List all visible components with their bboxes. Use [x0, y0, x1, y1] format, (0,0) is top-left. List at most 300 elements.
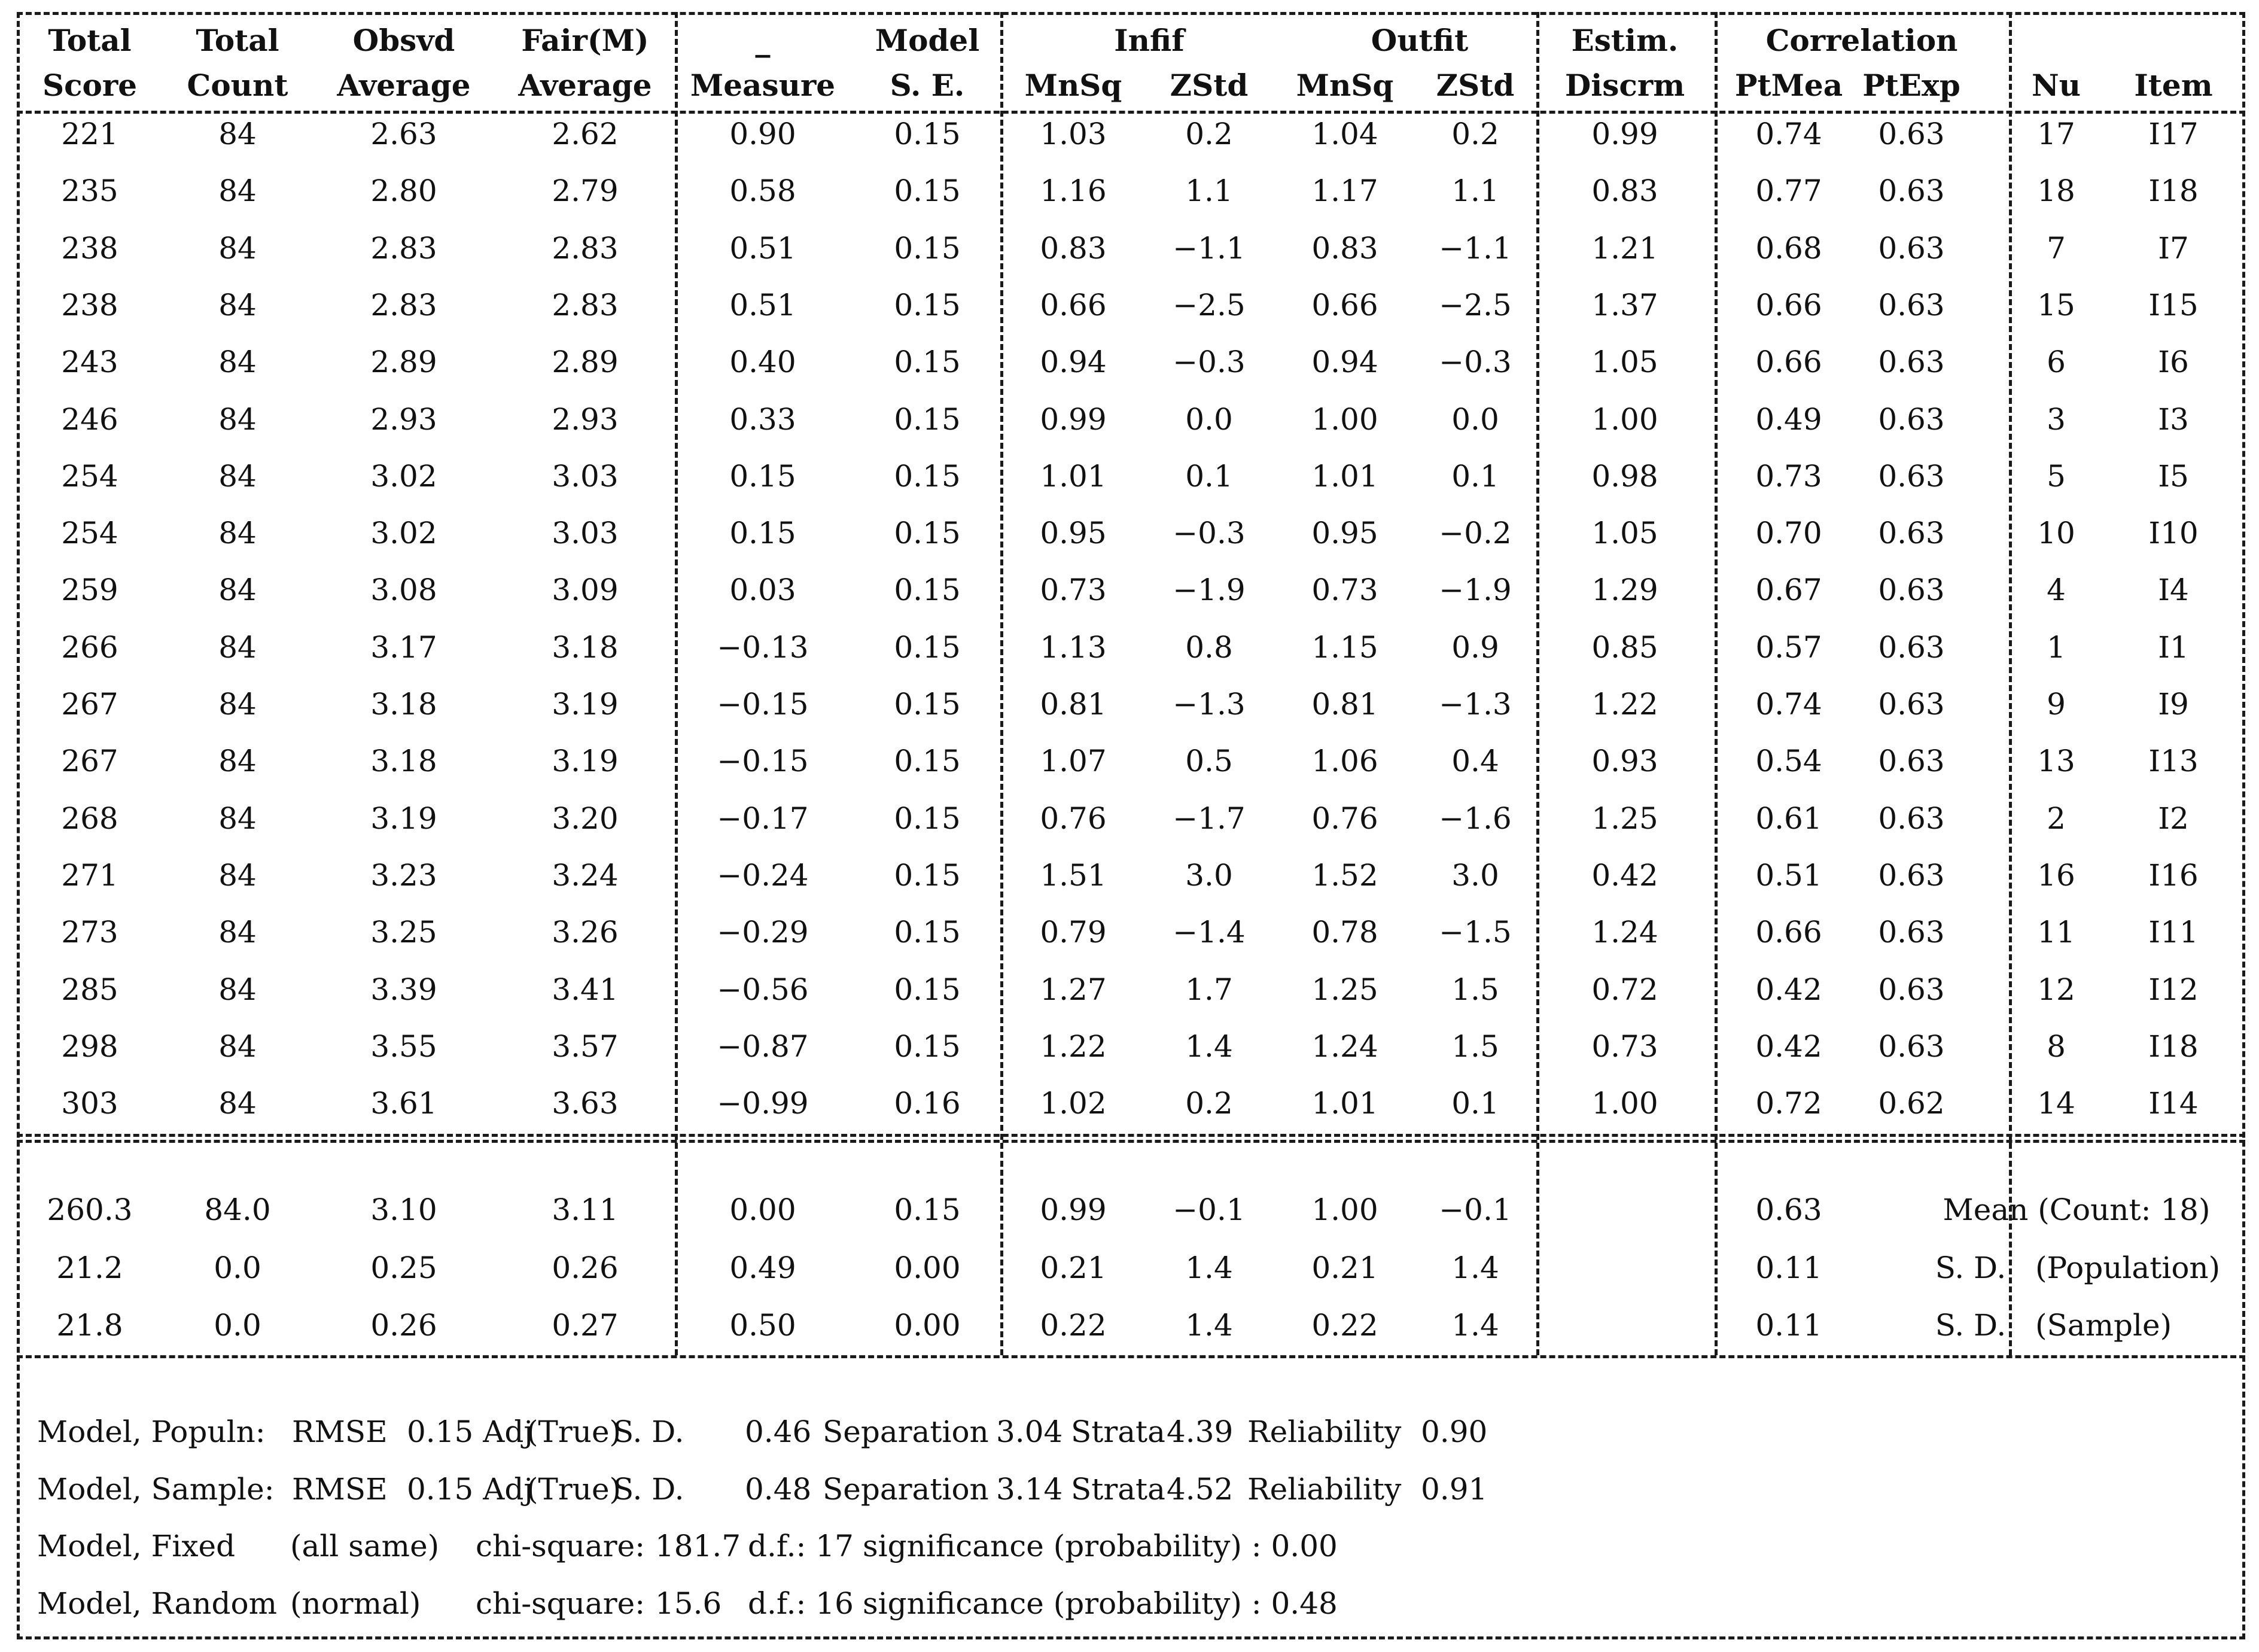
table-cell: 0.63 — [1878, 687, 1945, 722]
table-cell: 0.5 — [1185, 744, 1233, 779]
table-cell: 3.18 — [370, 744, 437, 779]
summary-cell: 0.15 — [894, 1192, 961, 1227]
table-cell: 2.89 — [370, 345, 437, 380]
table-cell: 0.73 — [1311, 573, 1378, 608]
table-cell: 3.0 — [1185, 857, 1233, 893]
table-cell: 0.15 — [894, 287, 961, 323]
table-cell: 0.9 — [1451, 629, 1499, 665]
stats-divider — [17, 1355, 2245, 1358]
table-cell: 2.63 — [370, 117, 437, 151]
table-cell: 0.77 — [1755, 174, 1822, 209]
table-cell: 273 — [61, 915, 118, 950]
table-cell: −0.99 — [717, 1086, 809, 1121]
table-cell: I2 — [2158, 801, 2189, 836]
table-cell: 0.63 — [1878, 287, 1945, 323]
table-cell: 3.24 — [552, 857, 619, 893]
table-cell: −1.1 — [1173, 230, 1246, 266]
stat-text: 0.91 — [1421, 1472, 1488, 1507]
table-cell: 254 — [61, 516, 118, 551]
table-cell: −2.5 — [1173, 287, 1246, 323]
header-bottom-8: MnSq — [1296, 68, 1394, 103]
table-cell: 243 — [61, 345, 118, 380]
table-cell: I6 — [2158, 345, 2189, 380]
table-cell: 0.63 — [1878, 972, 1945, 1007]
summary-cell: 0.26 — [370, 1308, 437, 1343]
summary-cell: 0.0 — [214, 1251, 261, 1285]
table-cell: 1.5 — [1451, 972, 1499, 1007]
table-cell: 0.2 — [1451, 117, 1499, 151]
header-bottom-3: Average — [518, 68, 652, 103]
table-cell: I3 — [2158, 401, 2189, 437]
table-cell: 84 — [218, 744, 257, 779]
table-cell: 0.61 — [1755, 801, 1822, 836]
table-cell: −1.6 — [1439, 801, 1512, 836]
table-cell: 0.4 — [1451, 744, 1499, 779]
table-cell: 0.63 — [1878, 801, 1945, 836]
table-cell: I11 — [2148, 915, 2199, 950]
table-cell: −1.9 — [1439, 573, 1512, 608]
table-cell: I14 — [2148, 1086, 2199, 1121]
table-cell: 3.09 — [552, 573, 619, 608]
stat-text: (all same) — [290, 1529, 440, 1563]
table-cell: 84 — [218, 629, 257, 665]
table-cell: 0.15 — [894, 1029, 961, 1064]
table-cell: 0.63 — [1878, 117, 1945, 151]
table-cell: 0.63 — [1878, 573, 1945, 608]
summary-cell: 0.50 — [729, 1308, 796, 1343]
table-cell: 0.76 — [1040, 801, 1107, 836]
header-bottom-4: Measure — [690, 68, 836, 103]
table-cell: 0.51 — [729, 230, 796, 266]
table-cell: 84 — [218, 458, 257, 494]
summary-cell: 0.0 — [214, 1308, 261, 1343]
column-divider — [1000, 12, 1003, 1355]
stat-text: significance (probability) : 0.48 — [863, 1586, 1338, 1621]
table-cell: 18 — [2037, 174, 2075, 209]
header-top-6: Infif — [1114, 23, 1185, 58]
table-cell: 0.2 — [1185, 117, 1233, 151]
header-top-5: Model — [875, 23, 980, 58]
table-cell: −0.56 — [717, 972, 809, 1007]
table-cell: 1.00 — [1311, 401, 1378, 437]
table-cell: −0.17 — [717, 801, 809, 836]
header-top-8: Estim. — [1571, 23, 1679, 58]
table-cell: I15 — [2148, 287, 2199, 323]
header-bottom-2: Average — [337, 68, 471, 103]
table-cell: 0.66 — [1755, 345, 1822, 380]
table-cell: 0.15 — [894, 915, 961, 950]
table-cell: 84 — [218, 915, 257, 950]
summary-cell: 0.22 — [1040, 1308, 1107, 1343]
table-cell: 1.05 — [1591, 516, 1658, 551]
table-cell: 221 — [61, 117, 118, 151]
stat-text: Reliability — [1247, 1414, 1402, 1449]
table-cell: 254 — [61, 458, 118, 494]
table-cell: 1.16 — [1040, 174, 1107, 209]
stat-text: RMSE — [292, 1414, 388, 1449]
summary-cell: 0.11 — [1755, 1308, 1822, 1343]
summary-cell: 0.00 — [894, 1308, 961, 1343]
table-cell: 1.01 — [1311, 458, 1378, 494]
table-cell: 2.79 — [552, 174, 619, 209]
table-cell: 1.1 — [1451, 174, 1499, 209]
table-cell: 0.63 — [1878, 174, 1945, 209]
table-cell: 238 — [61, 230, 118, 266]
table-cell: 0.70 — [1755, 516, 1822, 551]
table-cell: I1 — [2158, 629, 2189, 665]
table-cell: 0.54 — [1755, 744, 1822, 779]
table-cell: −0.3 — [1173, 345, 1246, 380]
table-cell: 3.19 — [552, 687, 619, 722]
table-cell: I7 — [2158, 230, 2189, 266]
table-cell: 0.94 — [1311, 345, 1378, 380]
table-cell: 0.57 — [1755, 629, 1822, 665]
table-cell: 3.55 — [370, 1029, 437, 1064]
summary-label: S. D. — [1935, 1251, 2007, 1285]
table-cell: 84 — [218, 687, 257, 722]
stat-text: chi-square: — [476, 1529, 646, 1563]
table-cell: 0.63 — [1878, 1029, 1945, 1064]
summary-cell: −0.1 — [1173, 1192, 1246, 1227]
table-cell: 0.63 — [1878, 744, 1945, 779]
table-cell: 84 — [218, 230, 257, 266]
table-cell: 0.15 — [894, 744, 961, 779]
table-cell: 0.95 — [1040, 516, 1107, 551]
table-cell: 0.67 — [1755, 573, 1822, 608]
table-cell: 16 — [2037, 857, 2075, 893]
table-cell: 266 — [61, 629, 118, 665]
header-bottom-9: ZStd — [1436, 68, 1515, 103]
summary-cell: 0.27 — [552, 1308, 619, 1343]
summary-cell: 1.4 — [1185, 1251, 1233, 1285]
stat-text: (True) — [526, 1472, 622, 1507]
summary-cell: 1.4 — [1185, 1308, 1233, 1343]
table-cell: 3.0 — [1451, 857, 1499, 893]
table-cell: 84 — [218, 516, 257, 551]
table-cell: −0.29 — [717, 915, 809, 950]
table-cell: 2.83 — [552, 287, 619, 323]
table-cell: 84 — [218, 401, 257, 437]
table-cell: 1.21 — [1591, 230, 1658, 266]
summary-cell: 0.26 — [552, 1251, 619, 1285]
table-cell: 3.26 — [552, 915, 619, 950]
stat-text: d.f.: 17 — [748, 1529, 854, 1563]
table-cell: 1.02 — [1040, 1086, 1107, 1121]
table-cell: 0.15 — [729, 458, 796, 494]
summary-cell: 21.8 — [56, 1308, 123, 1343]
stat-text: RMSE — [292, 1472, 388, 1507]
table-cell: 3.61 — [370, 1086, 437, 1121]
table-cell: −1.7 — [1173, 801, 1246, 836]
table-cell: 3.17 — [370, 629, 437, 665]
table-cell: 1.29 — [1591, 573, 1658, 608]
table-cell: 1.1 — [1185, 174, 1233, 209]
summary-cell: 0.22 — [1311, 1308, 1378, 1343]
header-top-7: Outfit — [1371, 23, 1469, 58]
table-cell: 0.66 — [1755, 915, 1822, 950]
table-cell: 12 — [2037, 972, 2075, 1007]
table-cell: 0.63 — [1878, 629, 1945, 665]
table-cell: 0.66 — [1040, 287, 1107, 323]
table-cell: 0.79 — [1040, 915, 1107, 950]
stat-text: 181.7 — [655, 1529, 741, 1563]
table-cell: 84 — [218, 1086, 257, 1121]
summary-cell: −0.1 — [1439, 1192, 1512, 1227]
summary-cell: 0.25 — [370, 1251, 437, 1285]
table-cell: I16 — [2148, 857, 2199, 893]
table-cell: 4 — [2047, 573, 2066, 608]
table-cell: 0.85 — [1591, 629, 1658, 665]
summary-cell: 0.99 — [1040, 1192, 1107, 1227]
table-cell: 1.51 — [1040, 857, 1107, 893]
table-cell: 1.7 — [1185, 972, 1233, 1007]
table-cell: 0.42 — [1755, 972, 1822, 1007]
header-bottom-13: Nu — [2031, 68, 2081, 103]
table-cell: 259 — [61, 573, 118, 608]
table-cell: 0.63 — [1878, 516, 1945, 551]
table-cell: 1.04 — [1311, 117, 1378, 151]
column-divider — [2009, 12, 2012, 1355]
table-cell: 0.42 — [1591, 857, 1658, 893]
table-cell: 1.22 — [1591, 687, 1658, 722]
table-cell: −0.2 — [1439, 516, 1512, 551]
table-cell: 1.5 — [1451, 1029, 1499, 1064]
stat-text: 0.15 Adj — [407, 1414, 533, 1449]
summary-label-qualifier: (Sample) — [2035, 1308, 2172, 1343]
table-cell: I12 — [2148, 972, 2199, 1007]
stat-text: Strata — [1071, 1472, 1165, 1507]
table-cell: I5 — [2158, 458, 2189, 494]
table-cell: 3.20 — [552, 801, 619, 836]
table-cell: −1.3 — [1173, 687, 1246, 722]
table-cell: 0.78 — [1311, 915, 1378, 950]
summary-cell: 84.0 — [204, 1192, 271, 1227]
table-cell: 1.25 — [1311, 972, 1378, 1007]
table-cell: 10 — [2037, 516, 2075, 551]
header-bottom-0: Score — [42, 68, 138, 103]
table-cell: 0.99 — [1591, 117, 1658, 151]
table-cell: 1.06 — [1311, 744, 1378, 779]
table-cell: −0.13 — [717, 629, 809, 665]
summary-cell: 21.2 — [56, 1251, 123, 1285]
table-cell: 1.22 — [1040, 1029, 1107, 1064]
table-cell: 0.63 — [1878, 857, 1945, 893]
stat-text: Strata — [1071, 1414, 1165, 1449]
table-cell: 0.81 — [1040, 687, 1107, 722]
table-cell: −0.3 — [1173, 516, 1246, 551]
table-cell: 1.03 — [1040, 117, 1107, 151]
stat-text: 15.6 — [655, 1586, 722, 1621]
table-cell: 0.15 — [894, 230, 961, 266]
table-cell: 0.51 — [729, 287, 796, 323]
table-cell: 285 — [61, 972, 118, 1007]
table-cell: 0.15 — [894, 801, 961, 836]
table-cell: −1.4 — [1173, 915, 1246, 950]
stat-text: (normal) — [290, 1586, 421, 1621]
table-cell: 0.42 — [1755, 1029, 1822, 1064]
summary-label: S. D. — [1935, 1308, 2007, 1343]
summary-cell: 3.10 — [370, 1192, 437, 1227]
header-bottom-5: S. E. — [890, 68, 965, 103]
table-cell: 2.83 — [370, 230, 437, 266]
table-cell: 0.8 — [1185, 629, 1233, 665]
table-cell: 0.63 — [1878, 230, 1945, 266]
stat-text: 0.15 Adj — [407, 1472, 533, 1507]
stat-text: Separation — [823, 1414, 989, 1449]
header-top-1: Total — [196, 23, 279, 58]
table-cell: 0.0 — [1185, 401, 1233, 437]
summary-cell: 1.4 — [1451, 1308, 1499, 1343]
table-cell: 0.58 — [729, 174, 796, 209]
table-cell: −0.15 — [717, 744, 809, 779]
table-cell: 0.15 — [894, 516, 961, 551]
table-cell: 2 — [2047, 801, 2066, 836]
table-cell: 13 — [2037, 744, 2075, 779]
table-cell: 0.15 — [894, 345, 961, 380]
stat-text: d.f.: 16 — [748, 1586, 854, 1621]
table-cell: 0.40 — [729, 345, 796, 380]
table-cell: 0.95 — [1311, 516, 1378, 551]
table-cell: 267 — [61, 744, 118, 779]
table-cell: 1.15 — [1311, 629, 1378, 665]
header-top-3: Fair(M) — [521, 23, 649, 58]
table-cell: 1.27 — [1040, 972, 1107, 1007]
stat-text: 3.04 — [996, 1414, 1063, 1449]
table-cell: 8 — [2047, 1029, 2066, 1064]
summary-cell: 1.00 — [1311, 1192, 1378, 1227]
table-cell: 14 — [2037, 1086, 2075, 1121]
column-divider — [675, 12, 678, 1355]
table-cell: 3.23 — [370, 857, 437, 893]
stat-text: 4.52 — [1167, 1472, 1234, 1507]
table-cell: 1.01 — [1040, 458, 1107, 494]
table-cell: 0.83 — [1040, 230, 1107, 266]
table-cell: 267 — [61, 687, 118, 722]
table-cell: 0.74 — [1755, 687, 1822, 722]
table-cell: 84 — [218, 573, 257, 608]
table-cell: 0.83 — [1311, 230, 1378, 266]
table-cell: 0.68 — [1755, 230, 1822, 266]
table-cell: 0.15 — [894, 857, 961, 893]
table-cell: 238 — [61, 287, 118, 323]
table-cell: 0.98 — [1591, 458, 1658, 494]
table-cell: I17 — [2148, 117, 2199, 151]
header-bottom-6: MnSq — [1024, 68, 1122, 103]
table-cell: 0.99 — [1040, 401, 1107, 437]
table-cell: 1.00 — [1591, 401, 1658, 437]
stat-text: S. D. — [613, 1472, 684, 1507]
table-cell: −1.3 — [1439, 687, 1512, 722]
table-cell: 0.83 — [1591, 174, 1658, 209]
table-cell: 3.02 — [370, 516, 437, 551]
table-cell: I13 — [2148, 744, 2199, 779]
table-cell: I4 — [2158, 573, 2189, 608]
table-cell: 3 — [2047, 401, 2066, 437]
stat-text: Model, Populn: — [37, 1414, 266, 1449]
summary-cell: 1.4 — [1451, 1251, 1499, 1285]
summary-cell: 0.11 — [1755, 1251, 1822, 1285]
table-cell: 1.52 — [1311, 857, 1378, 893]
table-cell: 2.62 — [552, 117, 619, 151]
table-cell: 3.18 — [552, 629, 619, 665]
table-cell: 84 — [218, 972, 257, 1007]
table-cell: −1.5 — [1439, 915, 1512, 950]
table-cell: 0.63 — [1878, 401, 1945, 437]
table-cell: I18 — [2148, 174, 2199, 209]
table-cell: 84 — [218, 1029, 257, 1064]
table-cell: 0.16 — [894, 1086, 961, 1121]
table-cell: 0.0 — [1451, 401, 1499, 437]
column-divider — [1536, 12, 1539, 1355]
table-cell: 1 — [2047, 629, 2066, 665]
stat-text: Reliability — [1247, 1472, 1402, 1507]
table-cell: 17 — [2037, 117, 2075, 151]
table-cell: 1.17 — [1311, 174, 1378, 209]
table-cell: 11 — [2037, 915, 2075, 950]
table-cell: 0.49 — [1755, 401, 1822, 437]
table-cell: −1.1 — [1439, 230, 1512, 266]
table-cell: −2.5 — [1439, 287, 1512, 323]
header-top-0: Total — [48, 23, 132, 58]
table-cell: 0.90 — [729, 117, 796, 151]
table-cell: 1.37 — [1591, 287, 1658, 323]
table-cell: 0.62 — [1878, 1086, 1945, 1121]
table-cell: 0.73 — [1755, 458, 1822, 494]
table-cell: 84 — [218, 287, 257, 323]
table-cell: 0.63 — [1878, 458, 1945, 494]
table-cell: 0.63 — [1878, 345, 1945, 380]
header-top-9: Correlation — [1765, 23, 1958, 58]
table-cell: 0.74 — [1755, 117, 1822, 151]
table-cell: 246 — [61, 401, 118, 437]
table-cell: 0.15 — [894, 573, 961, 608]
summary-cell: 260.3 — [47, 1192, 133, 1227]
table-cell: 9 — [2047, 687, 2066, 722]
table-cell: 0.03 — [729, 573, 796, 608]
stat-text: 4.39 — [1167, 1414, 1234, 1449]
table-cell: 0.15 — [894, 629, 961, 665]
table-cell: 0.15 — [894, 687, 961, 722]
table-cell: 0.15 — [894, 458, 961, 494]
header-bottom-14: Item — [2134, 68, 2213, 103]
table-cell: 3.19 — [552, 744, 619, 779]
table-cell: 0.15 — [729, 516, 796, 551]
table-cell: −1.9 — [1173, 573, 1246, 608]
table-cell: 0.81 — [1311, 687, 1378, 722]
table-cell: 2.89 — [552, 345, 619, 380]
table-cell: 2.80 — [370, 174, 437, 209]
header-top-2: Obsvd — [352, 23, 455, 58]
table-cell: I18 — [2148, 1029, 2199, 1064]
header-bottom-12: PtExp — [1862, 68, 1960, 103]
summary-label: Mean (Count: 18) — [1943, 1192, 2211, 1227]
summary-cell: 0.21 — [1040, 1251, 1107, 1285]
stat-text: (True) — [526, 1414, 622, 1449]
table-cell: 0.1 — [1185, 458, 1233, 494]
header-bottom-7: ZStd — [1170, 68, 1249, 103]
table-cell: −0.15 — [717, 687, 809, 722]
header-bottom-1: Count — [187, 68, 288, 103]
table-cell: 15 — [2037, 287, 2075, 323]
table-cell: 0.15 — [894, 972, 961, 1007]
stat-text: 0.46 — [745, 1414, 812, 1449]
table-cell: 1.24 — [1591, 915, 1658, 950]
table-cell: 235 — [61, 174, 118, 209]
table-cell: 0.33 — [729, 401, 796, 437]
table-cell: 1.01 — [1311, 1086, 1378, 1121]
table-cell: −0.3 — [1439, 345, 1512, 380]
table-cell: 1.00 — [1591, 1086, 1658, 1121]
